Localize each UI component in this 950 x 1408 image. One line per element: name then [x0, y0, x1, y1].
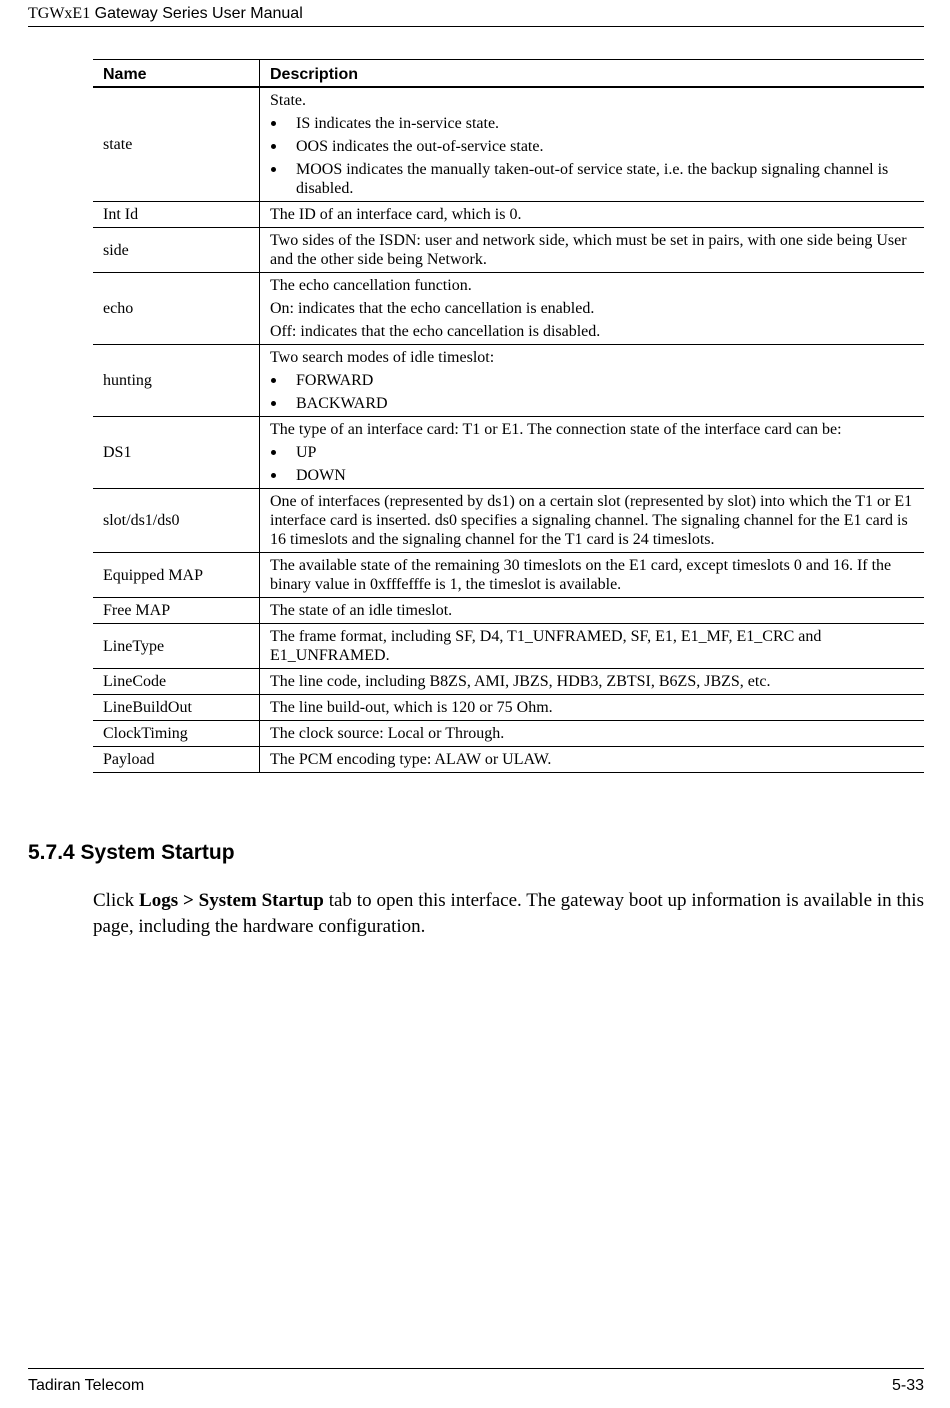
parameter-description: [260, 345, 925, 417]
parameter-name: DS1: [93, 417, 260, 489]
table-row: [93, 553, 924, 598]
section-heading: 5.7.4 System Startup: [28, 841, 235, 864]
parameter-name: ClockTiming: [93, 721, 260, 747]
bullet-item: UP: [270, 443, 914, 462]
table-row: [93, 87, 924, 202]
section-paragraph: [93, 888, 924, 940]
table-row: [93, 417, 924, 489]
description-line: Off: indicates that the echo cancellation is disabled.: [270, 323, 601, 340]
description-line: The type of an interface card: T1 or E1. The connection state of the interface card can be:: [270, 421, 842, 438]
bullet-item: DOWN: [270, 466, 914, 485]
parameter-name: Free MAP: [93, 598, 260, 624]
parameter-name: echo: [93, 273, 260, 345]
parameter-name: state: [93, 87, 260, 202]
parameter-description: [260, 669, 925, 695]
footer-company: Tadiran Telecom: [28, 1377, 145, 1394]
bullet-item: OOS indicates the out-of-service state.: [270, 137, 914, 156]
table-row: [93, 624, 924, 669]
page-footer: [28, 1368, 924, 1395]
description-line: On: indicates that the echo cancellation is enabled.: [270, 300, 595, 317]
menu-path: Logs > System Startup: [139, 890, 324, 911]
parameter-name: Payload: [93, 747, 260, 773]
header-title: Gateway Series User Manual: [94, 5, 303, 22]
description-line: The PCM encoding type: ALAW or ULAW.: [270, 751, 552, 768]
bullet-item: FORWARD: [270, 371, 914, 390]
parameter-description: [260, 695, 925, 721]
description-line: The line build-out, which is 120 or 75 Ohm.: [270, 699, 553, 716]
description-line: The line code, including B8ZS, AMI, JBZS, HDB3, ZBTSI, B6ZS, JBZS, etc.: [270, 673, 771, 690]
parameter-name: Int Id: [93, 202, 260, 228]
parameter-name: LineType: [93, 624, 260, 669]
description-line: One of interfaces (represented by ds1) on a certain slot (represented by slot) into which the T1 or E1 interface card is inserted. ds0 specifies a signaling channel. The signaling channel for the E1 card is 16 timeslots and the signaling channel for the T1 card is 24 timeslots.: [270, 493, 913, 548]
table-row: [93, 273, 924, 345]
parameter-name: side: [93, 228, 260, 273]
header-model: TGWxE1: [28, 5, 91, 22]
table-row: [93, 489, 924, 553]
paragraph-text-start: Click: [93, 890, 140, 911]
bullet-item: BACKWARD: [270, 394, 914, 413]
table-row: [93, 695, 924, 721]
bullet-item: MOOS indicates the manually taken-out-of service state, i.e. the backup signaling channel is disabled.: [270, 160, 914, 198]
parameter-name: LineCode: [93, 669, 260, 695]
parameter-table: [93, 59, 924, 773]
parameter-description: [260, 598, 925, 624]
page-number: 5-33: [891, 1377, 924, 1394]
parameter-description: [260, 417, 925, 489]
table-body: [93, 87, 924, 773]
parameter-description: [260, 721, 925, 747]
description-line: The clock source: Local or Through.: [270, 725, 505, 742]
parameter-name: slot/ds1/ds0: [93, 489, 260, 553]
description-line: Two sides of the ISDN: user and network side, which must be set in pairs, with one side being User and the other side being Network.: [270, 232, 907, 268]
parameter-description: [260, 273, 925, 345]
table-row: [93, 669, 924, 695]
table-row: [93, 598, 924, 624]
description-line: The frame format, including SF, D4, T1_UNFRAMED, SF, E1, E1_MF, E1_CRC and E1_UNFRAMED.: [270, 628, 822, 664]
description-line: Two search modes of idle timeslot:: [270, 349, 495, 366]
table-row: [93, 747, 924, 773]
bullet-list: [270, 114, 914, 198]
paragraph-text-end: tab to open this interface. The gateway boot up information is available in this page, including the hardware configuration.: [93, 890, 924, 937]
table-row: [93, 202, 924, 228]
bullet-list: [270, 371, 914, 413]
column-header-name: Name: [93, 60, 260, 88]
table-row: [93, 345, 924, 417]
bullet-item: IS indicates the in-service state.: [270, 114, 914, 133]
parameter-description: [260, 747, 925, 773]
table-row: [93, 228, 924, 273]
parameter-name: hunting: [93, 345, 260, 417]
description-line: The ID of an interface card, which is 0.: [270, 206, 522, 223]
parameter-description: [260, 553, 925, 598]
description-line: The available state of the remaining 30 timeslots on the E1 card, except timeslots 0 and 16. If the binary value in 0xfffefffe is 1, the timeslot is available.: [270, 557, 892, 593]
parameter-name: Equipped MAP: [93, 553, 260, 598]
table-header-row: [93, 60, 924, 88]
parameter-description: [260, 228, 925, 273]
description-line: The echo cancellation function.: [270, 277, 472, 294]
parameter-description: [260, 202, 925, 228]
page-header: [28, 5, 924, 27]
bullet-list: [270, 443, 914, 485]
description-line: The state of an idle timeslot.: [270, 602, 453, 619]
parameter-description: [260, 624, 925, 669]
parameter-description: [260, 489, 925, 553]
table-row: [93, 721, 924, 747]
parameter-description: [260, 87, 925, 202]
parameter-name: LineBuildOut: [93, 695, 260, 721]
column-header-description: Description: [260, 60, 925, 88]
description-line: State.: [270, 92, 306, 109]
